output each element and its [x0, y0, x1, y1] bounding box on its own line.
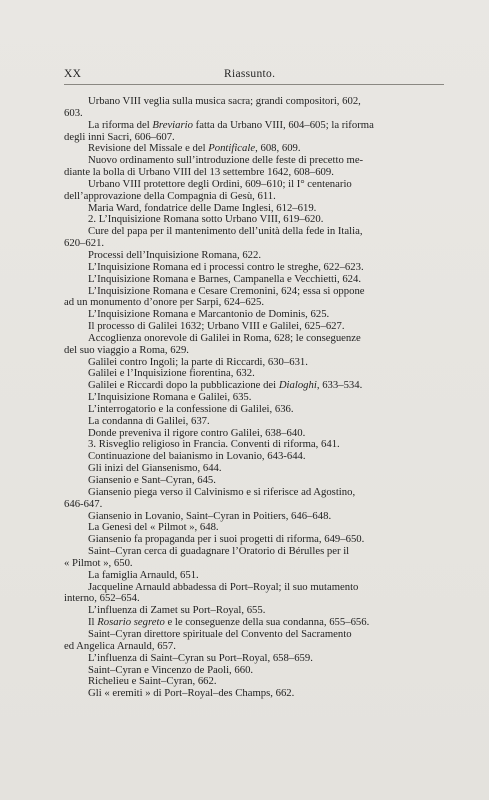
summary-entry — [88, 688, 445, 700]
entry-continuation-line: dell’approvazione della Compagnia di Gesù, 611. — [64, 189, 276, 202]
entry-line: Saint–Cyran cerca di guadagnare l’Oratorio di Bérulles per il — [88, 545, 350, 558]
entry-line: La riforma del Breviario fatta da Urbano VIII, 604–605; la riforma — [88, 118, 374, 131]
entry-line: 3. Risveglio religioso in Francia. Conventi di riforma, 641. — [88, 438, 340, 451]
entry-line: Giansenio piega verso il Calvinismo e si riferisce ad Agostino, — [88, 485, 356, 498]
entry-continuation-line: ed Angelica Arnauld, 657. — [64, 639, 176, 652]
summary-entry — [64, 225, 445, 250]
entry-line: Donde preveniva il rigore contro Galilei, 638–640. — [88, 426, 306, 439]
entry-continuation-line: interno, 652–654. — [64, 592, 140, 605]
entry-line: L’Inquisizione Romana e Marcantonio de Dominis, 625. — [88, 308, 330, 321]
entry-line: Maria Ward, fondatrice delle Dame Inglesi, 612–619. — [88, 201, 317, 214]
entry-line: Galilei e Riccardi dopo la pubblicazione dei Dialoghi, 633–534. — [88, 379, 363, 392]
entry-continuation-line: ad un monumento d’onore per Sarpi, 624–625. — [64, 296, 265, 309]
summary-entry — [64, 627, 445, 653]
entry-line: La Genesi del « Pilmot », 648. — [88, 521, 219, 534]
entry-line: Gli « eremiti » di Port–Royal–des Champs, 662. — [88, 687, 295, 700]
summary-list — [64, 95, 445, 700]
summary-entry — [88, 274, 445, 286]
summary-entry — [64, 177, 445, 203]
header-rule — [64, 84, 444, 85]
entry-line: Il processo di Galilei 1632; Urbano VIII e Galilei, 625–627. — [88, 320, 345, 333]
summary-entry — [64, 545, 445, 570]
summary-entry — [64, 154, 445, 179]
entry-line: Il Rosario segreto e le conseguenze della sua condanna, 655–656. — [88, 616, 370, 629]
entry-line: L’Inquisizione Romana e Barnes, Campanella e Vecchietti, 624. — [88, 272, 362, 285]
summary-entry — [64, 118, 445, 144]
summary-entry — [88, 262, 445, 274]
summary-entry — [88, 404, 445, 416]
entry-continuation-line: 620–621. — [64, 237, 105, 250]
entry-line: Cure del papa per il mantenimento dell’unità della fede in Italia, — [88, 225, 363, 238]
entry-line: Richelieu e Saint–Cyran, 662. — [88, 675, 217, 688]
summary-entry — [64, 331, 445, 357]
entry-continuation-line: 603. — [64, 106, 83, 119]
entry-continuation-line: degli inni Sacri, 606–607. — [64, 130, 175, 143]
entry-line: Processi dell’Inquisizione Romana, 622. — [88, 248, 262, 261]
entry-line: Accoglienza onorevole di Galilei in Roma, 628; le conseguenze — [88, 331, 361, 344]
entry-continuation-line: 646-647. — [64, 497, 103, 510]
summary-entry — [64, 95, 445, 120]
entry-line: Saint–Cyran e Vincenzo de Paoli, 660. — [88, 663, 254, 676]
summary-entry — [64, 284, 445, 310]
entry-line: Gli inizi del Giansenismo, 644. — [88, 462, 222, 475]
entry-continuation-line: « Pilmot », 650. — [64, 556, 133, 569]
entry-line: Continuazione del baianismo in Lovanio, 643-644. — [88, 450, 306, 463]
italic-title: Pontificale — [208, 142, 256, 155]
summary-entry — [64, 485, 445, 511]
entry-line: Giansenio fa propaganda per i suoi progetti di riforma, 649–650. — [88, 533, 365, 546]
entry-line: Urbano VIII veglia sulla musica sacra; grandi compositori, 602, — [88, 95, 361, 107]
entry-line: Revisione del Missale e del Pontificale, 608, 609. — [88, 142, 301, 155]
page-number: XX — [64, 68, 82, 80]
entry-line: L’Inquisizione Romana e Cesare Cremonini, 624; essa si oppone — [88, 284, 365, 297]
entry-line: L’interrogatorio e la confessione di Galilei, 636. — [88, 402, 294, 415]
summary-entry — [64, 580, 445, 606]
italic-title: Dialoghi — [278, 379, 317, 392]
running-title: Riassunto. — [224, 68, 276, 80]
entry-line: Giansenio in Lovanio, Saint–Cyran in Poitiers, 646–648. — [88, 509, 332, 522]
entry-line: L’influenza di Zamet su Port–Royal, 655. — [88, 604, 266, 617]
entry-line: La condanna di Galilei, 637. — [88, 414, 210, 427]
entry-line: L’Inquisizione Romana ed i processi contro le streghe, 622–623. — [88, 260, 364, 273]
entry-continuation-line: diante la bolla di Urbano VIII del 13 settembre 1642, 608–609. — [64, 166, 334, 179]
entry-continuation-line: del suo viaggio a Roma, 629. — [64, 343, 189, 356]
italic-title: Rosario segreto — [97, 616, 165, 629]
entry-line: Urbano VIII protettore degli Ordini, 609–610; il I° centenario — [88, 177, 352, 190]
entry-line: Galilei contro Ingoli; la parte di Riccardi, 630–631. — [88, 355, 308, 368]
entry-line: 2. L’Inquisizione Romana sotto Urbano VIII, 619–620. — [88, 213, 324, 226]
entry-line: Saint–Cyran direttore spirituale del Convento del Sacramento — [88, 627, 352, 640]
summary-entry — [88, 416, 445, 428]
entry-line: Jacqueline Arnauld abbadessa di Port–Royal; il suo mutamento — [88, 580, 359, 593]
entry-line: La famiglia Arnauld, 651. — [88, 568, 199, 581]
summary-entry — [88, 570, 445, 582]
summary-entry — [88, 653, 445, 665]
entry-line: Giansenio e Sant–Cyran, 645. — [88, 474, 216, 486]
entry-line: Galilei e l’Inquisizione fiorentina, 632. — [88, 367, 255, 380]
entry-line: L’Inquisizione Romana e Galilei, 635. — [88, 391, 252, 404]
italic-title: Breviario — [152, 118, 193, 131]
entry-line: Nuovo ordinamento sull’introduzione delle feste di precetto me- — [88, 154, 364, 167]
entry-line: L’influenza di Saint–Cyran su Port–Royal, 658–659. — [88, 651, 313, 664]
